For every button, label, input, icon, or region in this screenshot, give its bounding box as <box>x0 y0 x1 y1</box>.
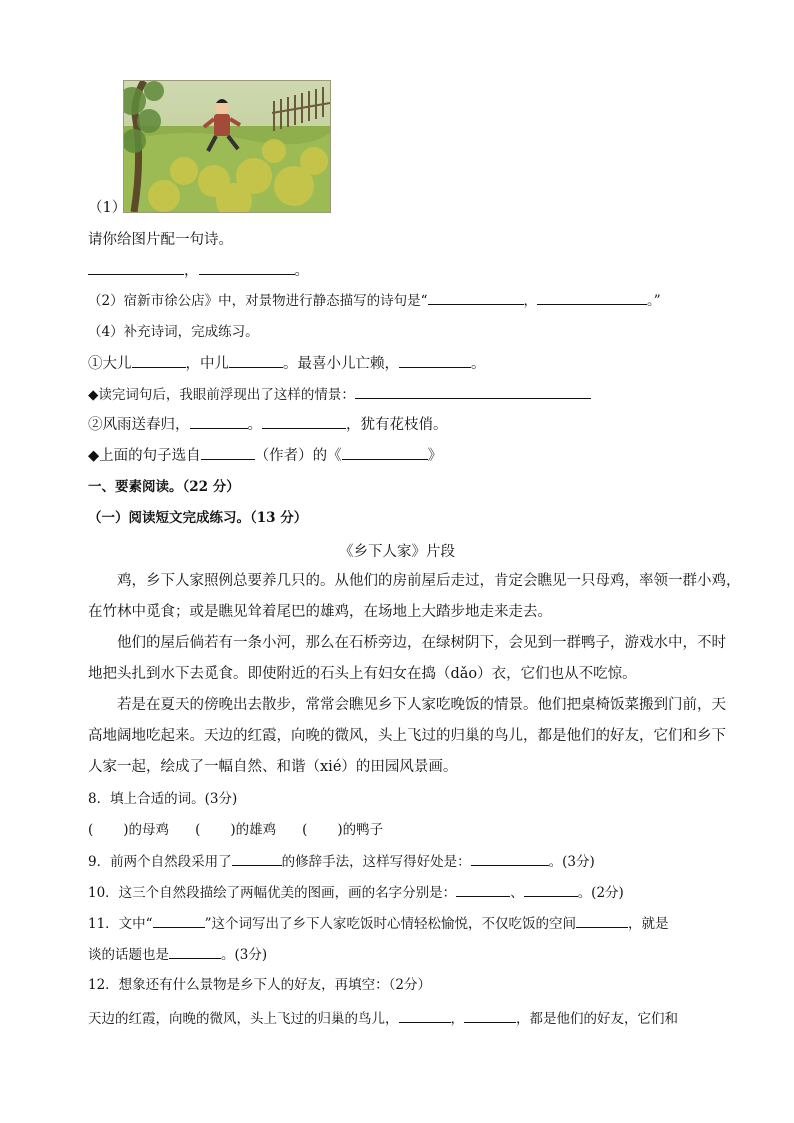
q4-line2: ◆读完词句后，我眼前浮现出了这样的情景： <box>88 384 591 405</box>
passage-title: 《乡下人家》片段 <box>339 544 455 560</box>
question-9: 9．前两个自然段采用了 的修辞手法，这样写得好处是： 。(3分) <box>88 851 595 872</box>
q1-prompt: 请你给图片配一句诗。 <box>88 232 233 248</box>
passage-p3-l1: 若是在夏天的傍晚出去散步，常常会瞧见乡下人家吃晚饭的情景。他们把桌椅饭菜搬到门前，天 <box>117 697 726 713</box>
question-8-answers: ( )的母鸡 ( )的雄鸡 ( )的鸭子 <box>88 822 384 838</box>
answer-blank[interactable] <box>464 1008 516 1023</box>
answer-blank[interactable] <box>132 353 186 368</box>
passage-p2-l2: 地把头扎到水下去觅食。即使附近的石头上有妇女在捣（dǎo）衣，它们也从不吃惊。 <box>88 666 637 682</box>
question-11-l1: 11．文中“ ”这个词写出了乡下人家吃饭时心情轻松愉悦，不仅吃饭的空间 ，就是 <box>88 913 669 934</box>
question-10: 10．这三个自然段描绘了两幅优美的图画，画的名字分别是： 、 。(2分) <box>88 882 624 903</box>
answer-blank[interactable] <box>199 260 295 275</box>
answer-blank[interactable] <box>428 290 524 305</box>
q4-line1: ①大儿 ，中儿 。最喜小儿亡赖， 。 <box>88 353 486 374</box>
q2-line: （2）宿新市徐公店》中，对景物进行静态描写的诗句是“ ， 。” <box>88 290 661 311</box>
section-heading: 一、要素阅读。（22 分） <box>88 479 240 495</box>
answer-blank[interactable] <box>262 414 346 429</box>
passage-p3-l2: 高地阔地吃起来。天边的红霞，向晚的微风，头上飞过的归巢的鸟儿，都是他们的好友，它们和乡下 <box>88 728 726 744</box>
question-8: 8．填上合适的词。(3分) <box>88 791 238 807</box>
answer-blank[interactable] <box>201 445 255 460</box>
answer-blank[interactable] <box>88 260 184 275</box>
answer-blank[interactable] <box>399 1008 451 1023</box>
answer-blank[interactable] <box>342 445 428 460</box>
answer-blank[interactable] <box>232 851 282 866</box>
passage-p1-l1: 鸡，乡下人家照例总要养几只的。从他们的房前屋后走过，肯定会瞧见一只母鸡，率领一群小鸡， <box>117 573 741 589</box>
answer-blank[interactable] <box>153 913 205 928</box>
q4-heading: （4）补充诗词，完成练习。 <box>88 324 259 340</box>
q1-answer-line: ， 。 <box>88 260 309 281</box>
answer-blank[interactable] <box>576 913 628 928</box>
question-12: 12．想象还有什么景物是乡下人的好友，再填空：（2分） <box>88 977 432 993</box>
question-11-l2: 谈的话题也是 。(3分) <box>88 944 267 965</box>
question-12-fill: 天边的红霞，向晚的微风，头上飞过的归巢的鸟儿， ， ，都是他们的好友，它们和 <box>88 1008 678 1029</box>
illustration-image <box>123 80 331 213</box>
answer-blank[interactable] <box>190 414 248 429</box>
answer-blank[interactable] <box>399 353 471 368</box>
answer-blank[interactable] <box>471 851 549 866</box>
answer-blank[interactable] <box>537 290 647 305</box>
answer-blank[interactable] <box>524 882 578 897</box>
q4-line4: ◆上面的句子选自 （作者）的《 》 <box>88 445 442 466</box>
passage-p1-l2: 在竹林中觅食；或是瞧见耸着尾巴的雄鸡，在场地上大踏步地走来走去。 <box>88 604 552 620</box>
field-illustration <box>124 81 330 212</box>
q4-line3: ②风雨送春归， 。 ，犹有花枝俏。 <box>88 414 448 435</box>
answer-blank[interactable] <box>355 384 591 399</box>
q1-label: （1） <box>88 200 127 216</box>
answer-blank[interactable] <box>229 353 283 368</box>
answer-blank[interactable] <box>169 944 221 959</box>
answer-blank[interactable] <box>456 882 510 897</box>
passage-p2-l1: 他们的屋后倘若有一条小河，那么在石桥旁边，在绿树阴下，会见到一群鸭子，游戏水中，不时 <box>117 635 726 651</box>
subsection-heading: （一）阅读短文完成练习。（13 分） <box>88 510 308 526</box>
passage-p3-l3: 人家一起，绘成了一幅自然、和谐（xié）的田园风景画。 <box>88 759 458 775</box>
